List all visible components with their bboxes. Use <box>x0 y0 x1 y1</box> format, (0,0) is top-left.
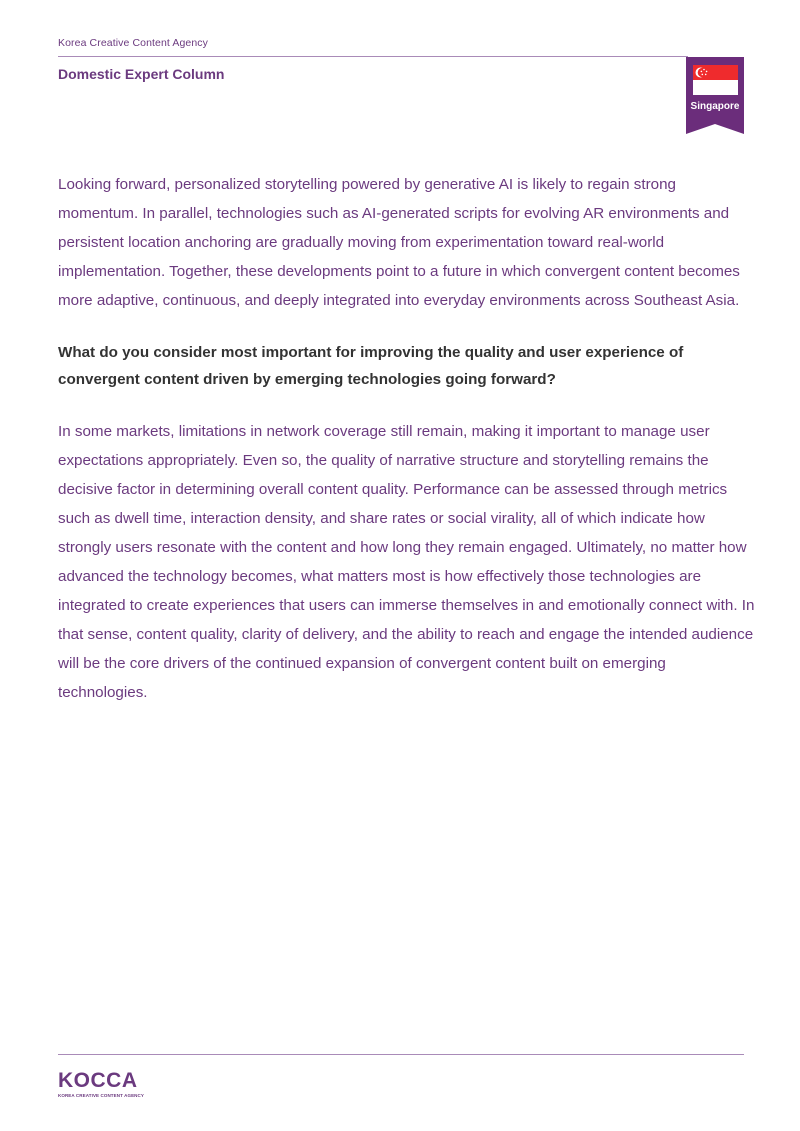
intro-paragraph: Looking forward, personalized storytelling powered by generative AI is likely to regain strong momentum. In parallel, technologies such as AI-generated scripts for evolving AR environments and persistent location anchoring are gradually moving from experimentation toward real-world implementation. Together, these developments point to a future in which convergent content becomes more adaptive, continuous, and deeply integrated into everyday environments across Southeast Asia. <box>58 176 740 309</box>
section-title: Domestic Expert Column <box>58 66 225 82</box>
interview-answer: In some markets, limitations in network coverage still remain, making it important to manage user expectations appropriately. Even so, the quality of narrative structure and storytelling remains the decisive factor in determining overall content quality. Performance can be assessed through metrics such as dwell time, interaction density, and share rates or social virality, all of which indicate how strongly users resonate with the content and how long they remain engaged. Ultimately, no matter how advanced the technology becomes, what matters most is how effectively those technologies are integrated to create experiences that users can immerse themselves in and emotionally connect with. In that sense, content quality, clarity of delivery, and the ability to reach and engage the intended audience will be the core drivers of the continued expansion of convergent content built on emerging technologies. <box>58 423 755 701</box>
logo-wordmark: KOCCA <box>58 1069 138 1092</box>
header-divider <box>58 56 688 57</box>
article-body <box>58 170 758 707</box>
country-badge <box>686 57 744 134</box>
agency-name: Korea Creative Content Agency <box>58 37 208 49</box>
footer-divider <box>58 1054 744 1055</box>
singapore-flag-icon <box>693 65 738 95</box>
logo-subtext: KOREA CREATIVE CONTENT AGENCY <box>58 1093 144 1098</box>
country-label: Singapore <box>690 101 740 112</box>
interview-question: What do you consider most important for improving the quality and user experience of convergent content driven by emerging technologies going forward? <box>58 344 684 388</box>
